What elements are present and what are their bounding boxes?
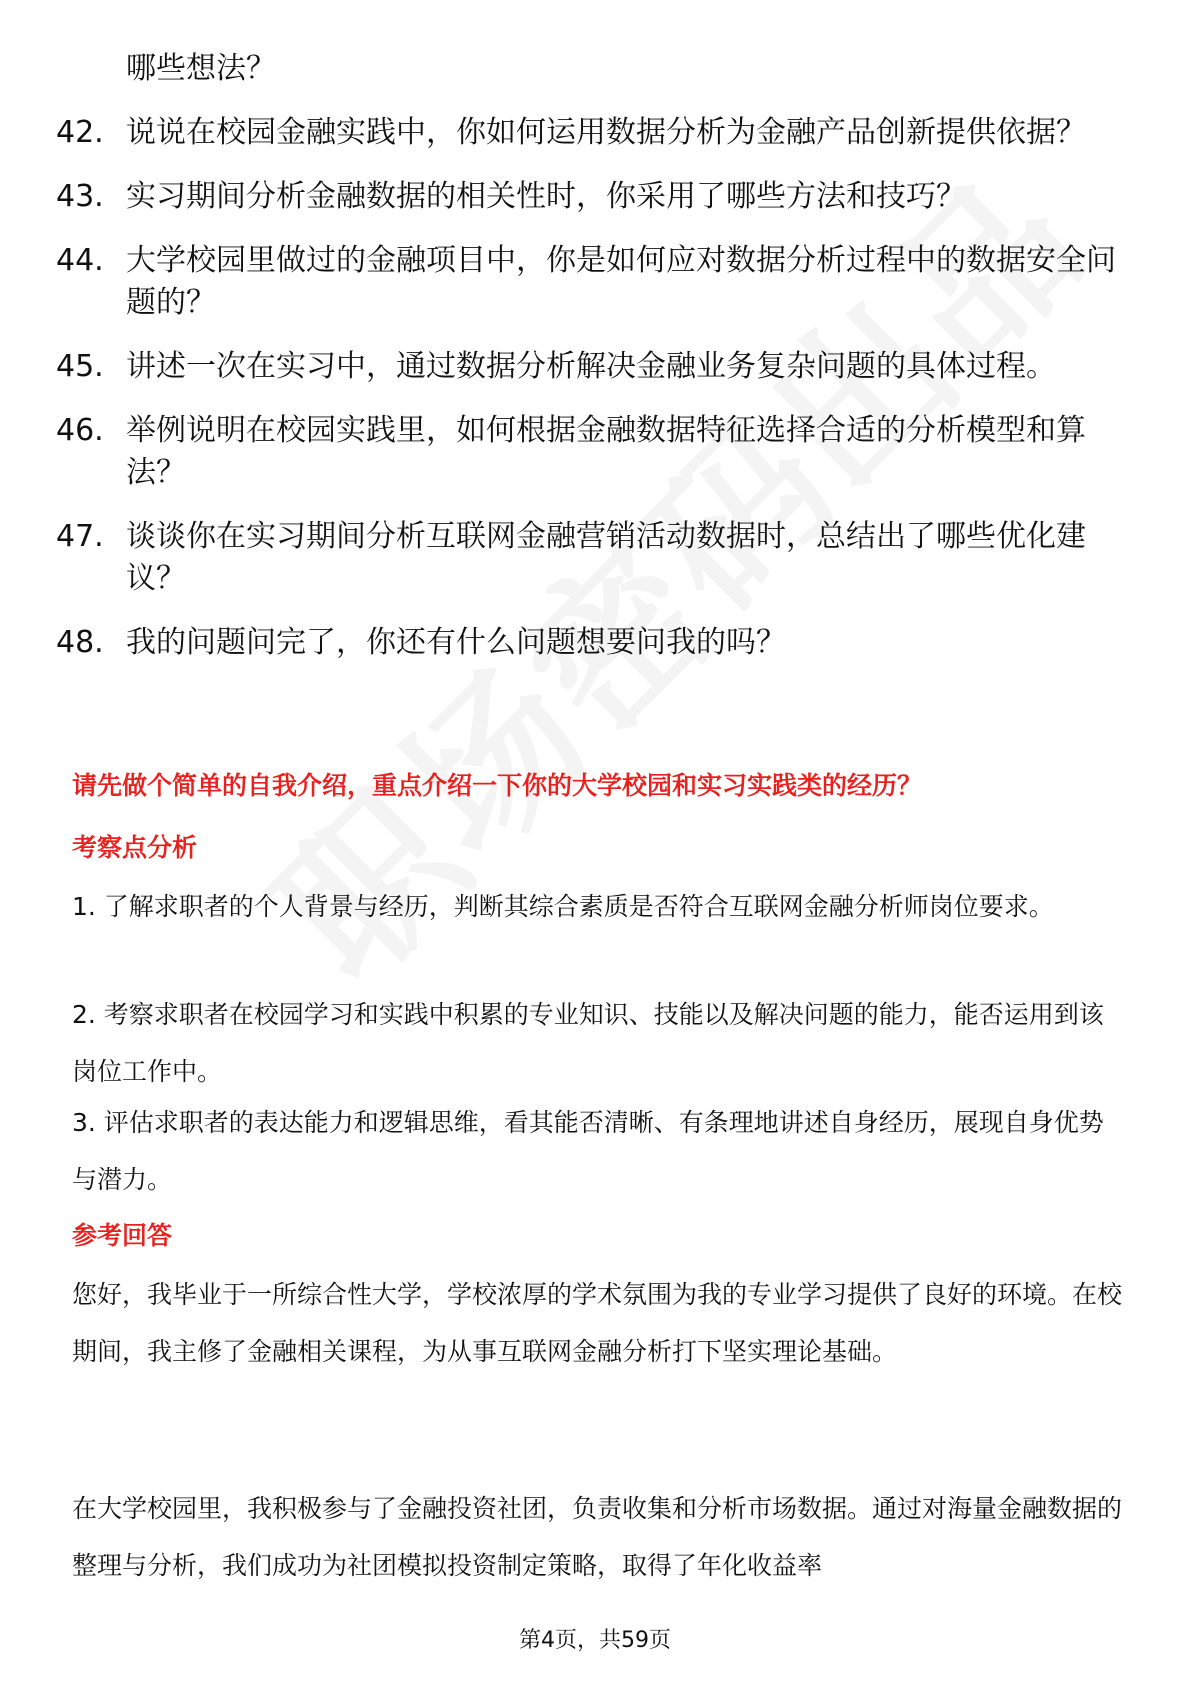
question-text: 我的问题问完了，你还有什么问题想要问我的吗？ <box>126 625 786 660</box>
question-number: 48. <box>56 625 104 660</box>
page-footer: 第4页，共59页 <box>519 1628 671 1653</box>
list-item <box>56 622 1136 664</box>
list-item <box>56 176 1136 218</box>
question-number: 46. <box>56 413 104 448</box>
question-number: 44. <box>56 243 104 278</box>
question-text: 实习期间分析金融数据的相关性时，你采用了哪些方法和技巧？ <box>126 179 966 214</box>
question-number: 42. <box>56 115 104 150</box>
list-item <box>56 346 1136 388</box>
analysis-point: 2. 考察求职者在校园学习和实践中积累的专业知识、技能以及解决问题的能力，能否运用到该岗位工作中。 <box>72 1000 1104 1086</box>
list-item <box>56 240 1136 324</box>
question-number: 45. <box>56 349 104 384</box>
analysis-heading: 考察点分析 <box>72 833 198 862</box>
question-number: 47. <box>56 519 104 554</box>
question-text: 说说在校园金融实践中，你如何运用数据分析为金融产品创新提供依据？ <box>126 115 1086 150</box>
question-text: 大学校园里做过的金融项目中，你是如何应对数据分析过程中的数据安全问题的？ <box>126 243 1116 320</box>
question-number: 43. <box>56 179 104 214</box>
list-item <box>56 516 1136 600</box>
question-list <box>56 112 1136 686</box>
question-text: 讲述一次在实习中，通过数据分析解决金融业务复杂问题的具体过程。 <box>126 349 1056 384</box>
list-item <box>56 112 1136 154</box>
question-text: 谈谈你在实习期间分析互联网金融营销活动数据时，总结出了哪些优化建议？ <box>126 519 1086 596</box>
question-text: 举例说明在校园实践里，如何根据金融数据特征选择合适的分析模型和算法？ <box>126 413 1086 490</box>
list-item <box>56 410 1136 494</box>
analysis-point: 3. 评估求职者的表达能力和逻辑思维，看其能否清晰、有条理地讲述自身经历，展现自身优势与潜力。 <box>72 1108 1104 1194</box>
main-question: 请先做个简单的自我介绍，重点介绍一下你的大学校园和实习实践类的经历？ <box>72 771 923 800</box>
answer-paragraph: 您好，我毕业于一所综合性大学，学校浓厚的学术氛围为我的专业学习提供了良好的环境。在校期间，我主修了金融相关课程，为从事互联网金融分析打下坚实理论基础。 <box>72 1280 1123 1366</box>
answer-heading: 参考回答 <box>72 1221 173 1250</box>
analysis-point: 1. 了解求职者的个人背景与经历，判断其综合素质是否符合互联网金融分析师岗位要求。 <box>72 892 1054 921</box>
question-continuation: 哪些想法？ <box>126 51 276 86</box>
answer-paragraph: 在大学校园里，我积极参与了金融投资社团，负责收集和分析市场数据。通过对海量金融数据的整理与分析，我们成功为社团模拟投资制定策略，取得了年化收益率 <box>72 1494 1123 1580</box>
